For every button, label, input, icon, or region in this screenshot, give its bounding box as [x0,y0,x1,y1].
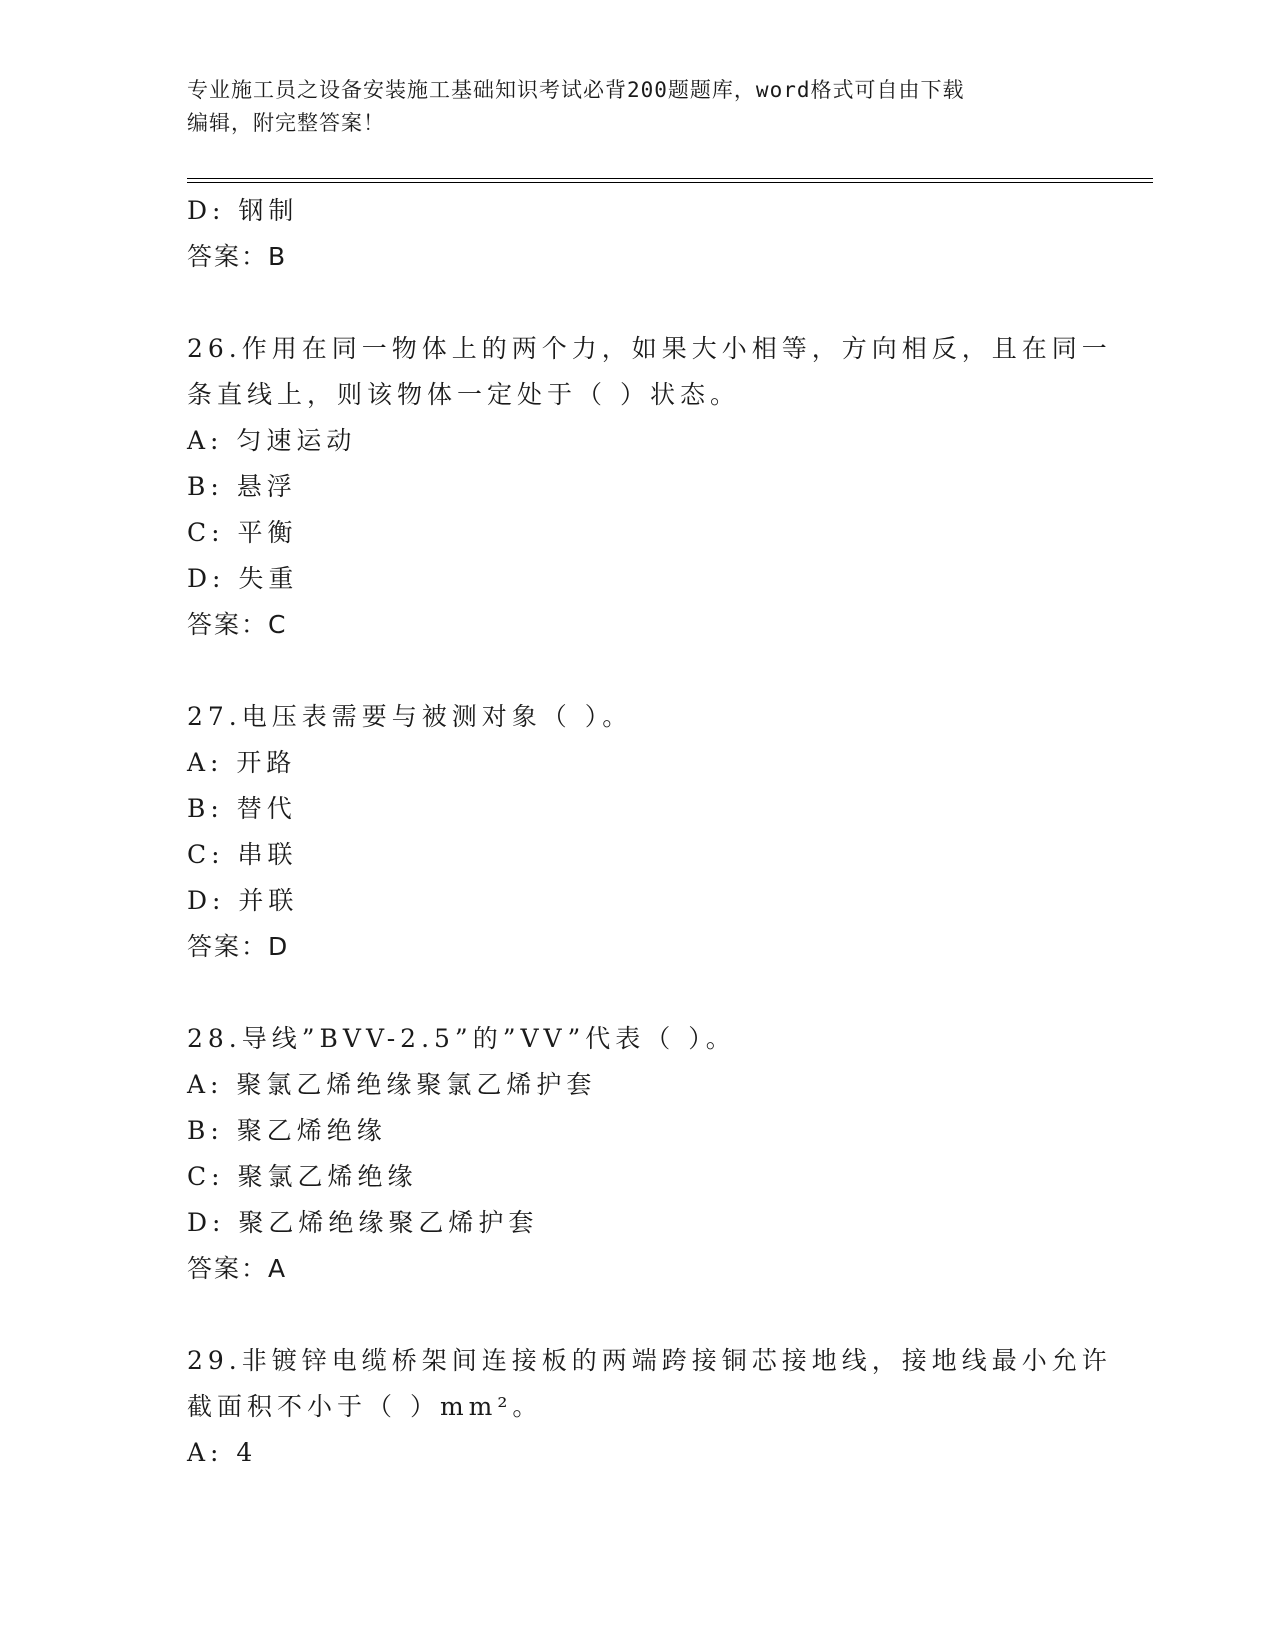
question-28 [187,1016,1087,1292]
option-c: C: 平衡 [187,518,298,547]
question-26 [187,326,1112,648]
prev-option-d: D: 钢制 [187,196,299,225]
option-a: A: 聚氯乙烯绝缘聚氯乙烯护套 [187,1070,597,1099]
header-divider-top [187,178,1153,179]
question-content [187,188,1112,1476]
spacer [187,970,1087,1016]
question-stem-line-1: 29.非镀锌电缆桥架间连接板的两端跨接铜芯接地线，接地线最小允许 [187,1346,1112,1375]
header-title-line-2: 编辑，附完整答案！ [187,111,385,135]
option-d: D: 聚乙烯绝缘聚乙烯护套 [187,1208,539,1237]
spacer [187,1292,1087,1338]
prev-answer: 答案：B [187,242,288,271]
question-27 [187,694,1087,970]
option-a: A: 4 [187,1438,258,1467]
spacer [187,648,1087,694]
option-d: D: 失重 [187,564,299,593]
option-b: B: 悬浮 [187,472,297,501]
answer: 答案：D [187,932,290,961]
option-d: D: 并联 [187,886,299,915]
option-c: C: 聚氯乙烯绝缘 [187,1162,418,1191]
header-divider-bottom [187,182,1153,183]
answer: 答案：C [187,610,288,639]
header-title-line-1: 专业施工员之设备安装施工基础知识考试必背200题题库，word格式可自由下载 [187,78,965,102]
option-b: B: 聚乙烯绝缘 [187,1116,387,1145]
question-stem-line-1: 27.电压表需要与被测对象（ ）。 [187,702,633,731]
option-c: C: 串联 [187,840,298,869]
question-stem-line-1: 26.作用在同一物体上的两个力，如果大小相等，方向相反，且在同一 [187,334,1112,363]
question-stem-line-2: 条直线上，则该物体一定处于（ ）状态。 [187,380,740,409]
spacer [187,280,1087,326]
document-header [187,74,1087,140]
option-a: A: 匀速运动 [187,426,357,455]
answer: 答案：A [187,1254,288,1283]
question-stem-line-1: 28.导线”BVV-2.5”的”VV”代表（ ）。 [187,1024,736,1053]
option-a: A: 开路 [187,748,297,777]
question-stem-line-2: 截面积不小于（ ）mm²。 [187,1392,543,1421]
option-b: B: 替代 [187,794,297,823]
question-29 [187,1338,1112,1476]
